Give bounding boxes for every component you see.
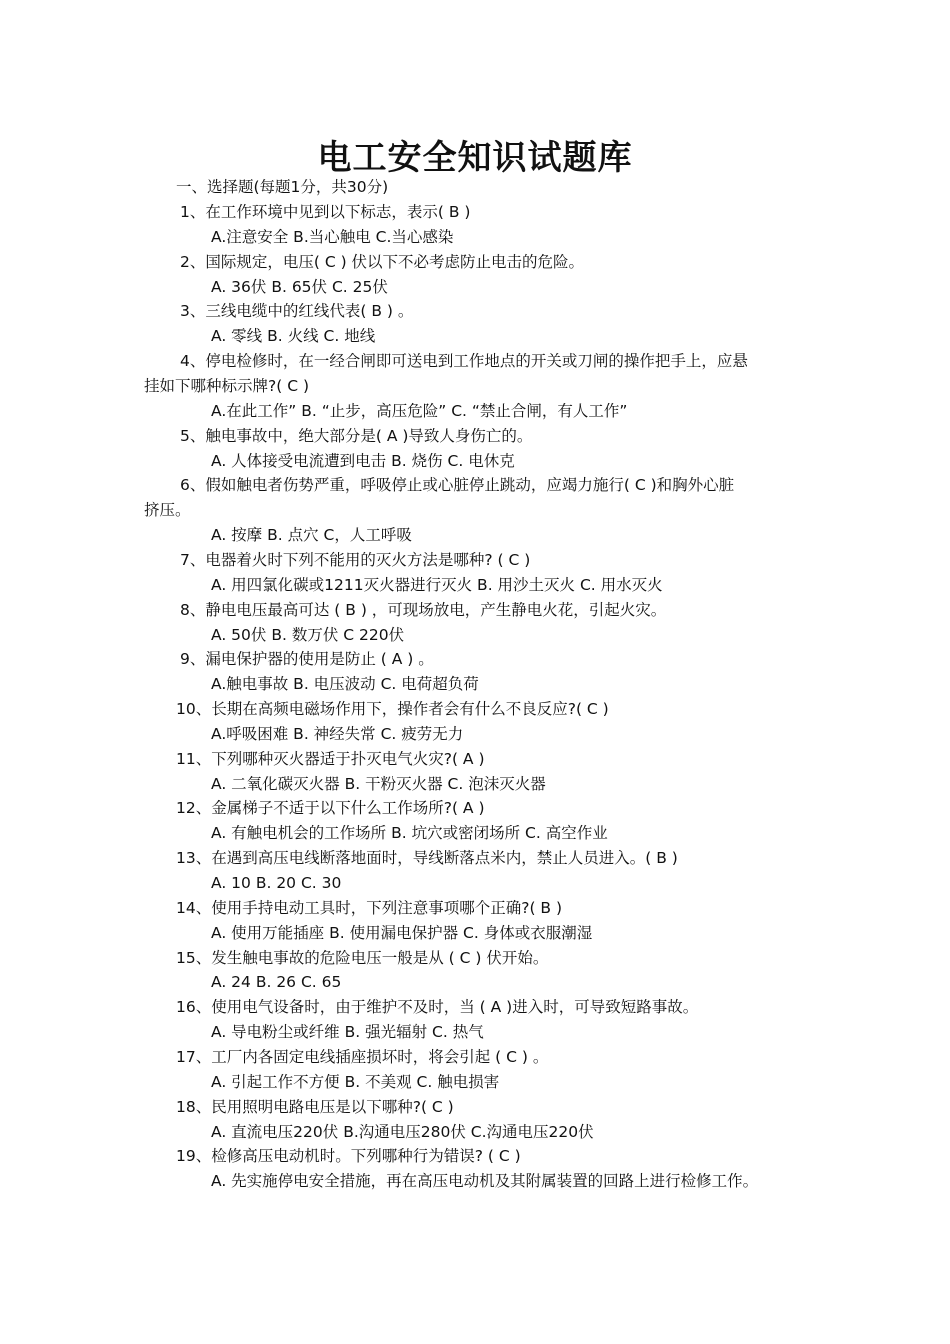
answer-options: A. 零线 B. 火线 C. 地线	[211, 327, 376, 346]
question-text: 3、三线电缆中的红线代表( B ) 。	[180, 302, 414, 321]
question-continuation: 挂如下哪种标示牌?( C )	[144, 377, 309, 395]
question-text: 10、长期在高频电磁场作用下，操作者会有什么不良反应?( C )	[176, 700, 609, 718]
answer-options: A. 导电粉尘或纤维 B. 强光辐射 C. 热气	[211, 1023, 484, 1042]
question-text: 2、国际规定，电压( C ) 伏以下不必考虑防止电击的危险。	[180, 252, 585, 271]
question-text: 5、触电事故中，绝大部分是( A )导致人身伤亡的。	[180, 426, 533, 445]
section-heading: 一、选择题(每题1分，共30分)	[176, 178, 389, 196]
question-text: 19、检修高压电动机时。下列哪种行为错误? ( C )	[176, 1147, 521, 1166]
answer-options: A. 36伏 B. 65伏 C. 25伏	[211, 277, 388, 296]
answer-options: A.在此工作” B. “止步，高压危险” C. “禁止合闸，有人工作”	[211, 401, 628, 420]
document-title: 电工安全知识试题库	[317, 138, 633, 178]
question-text: 9、漏电保护器的使用是防止 ( A ) 。	[180, 650, 434, 669]
answer-options: A.注意安全 B.当心触电 C.当心感染	[211, 227, 454, 246]
answer-options: A. 50伏 B. 数万伏 C 220伏	[211, 625, 405, 644]
question-text: 15、发生触电事故的危险电压一般是从 ( C ) 伏开始。	[176, 948, 549, 967]
answer-options: A. 用四氯化碳或1211灭火器进行灭火 B. 用沙土灭火 C. 用水灭火	[211, 575, 663, 594]
question-text: 6、假如触电者伤势严重，呼吸停止或心脏停止跳动，应竭力施行( C )和胸外心脏	[180, 476, 735, 495]
answer-options: A. 24 B. 26 C. 65	[211, 973, 342, 992]
question-text: 12、金属梯子不适于以下什么工作场所?( A )	[176, 799, 485, 818]
answer-options: A.触电事故 B. 电压波动 C. 电荷超负荷	[211, 675, 479, 694]
question-text: 8、静电电压最高可达 ( B ) ，可现场放电，产生静电火花，引起火灾。	[180, 600, 667, 619]
question-text: 7、电器着火时下列不能用的灭火方法是哪种? ( C )	[180, 550, 531, 569]
question-text: 14、使用手持电动工具时，下列注意事项哪个正确?( B )	[176, 898, 563, 917]
question-text: 4、停电检修时，在一经合闸即可送电到工作地点的开关或刀闸的操作把手上，应悬	[180, 352, 748, 371]
answer-options: A. 直流电压220伏 B.沟通电压280伏 C.沟通电压220伏	[211, 1122, 594, 1141]
answer-options: A. 有触电机会的工作场所 B. 坑穴或密闭场所 C. 高空作业	[211, 824, 608, 843]
answer-options: A. 10 B. 20 C. 30	[211, 874, 342, 892]
answer-options: A. 二氧化碳灭火器 B. 干粉灭火器 C. 泡沫灭火器	[211, 774, 546, 793]
answer-options: A. 引起工作不方便 B. 不美观 C. 触电损害	[211, 1072, 500, 1091]
question-continuation: 挤压。	[144, 501, 191, 520]
answer-options: A.呼吸困难 B. 神经失常 C. 疲劳无力	[211, 724, 464, 743]
question-text: 17、工厂内各固定电线插座损坏时，将会引起 ( C ) 。	[176, 1047, 549, 1066]
question-text: 1、在工作环境中见到以下标志，表示( B )	[180, 203, 471, 221]
answer-options: A. 按摩 B. 点穴 C，人工呼吸	[211, 526, 412, 544]
answer-options: A. 先实施停电安全措施，再在高压电动机及其附属装置的回路上进行检修工作。	[211, 1172, 759, 1191]
question-text: 16、使用电气设备时，由于维护不及时，当 ( A )进入时，可导致短路事故。	[176, 998, 699, 1017]
question-text: 13、在遇到高压电线断落地面时，导线断落点米内，禁止人员进入。( B )	[176, 849, 678, 868]
answer-options: A. 人体接受电流遭到电击 B. 烧伤 C. 电休克	[211, 451, 515, 470]
question-text: 11、下列哪种灭火器适于扑灭电气火灾?( A )	[176, 749, 485, 768]
question-text: 18、民用照明电路电压是以下哪种?( C )	[176, 1097, 454, 1116]
answer-options: A. 使用万能插座 B. 使用漏电保护器 C. 身体或衣服潮湿	[211, 923, 593, 942]
